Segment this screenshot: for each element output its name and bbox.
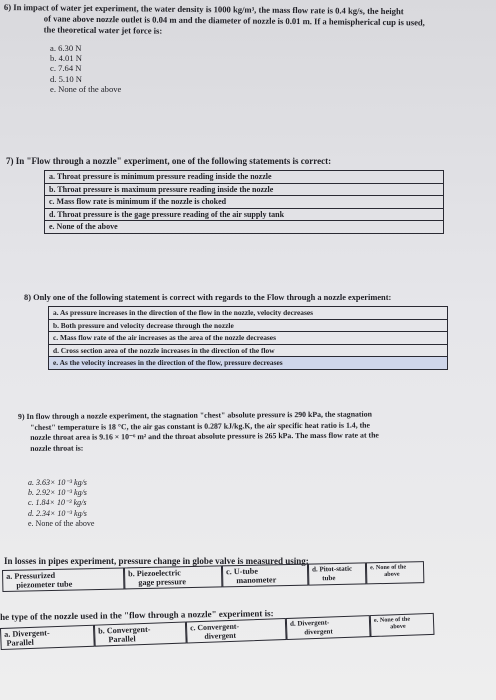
question-8-text: 8) Only one of the following statement is correct with regards to the Flow through a nozzle experiment: (24, 293, 392, 302)
option-b[interactable]: b. Both pressure and velocity decrease through the nozzle (49, 319, 448, 332)
question-9-text (18, 409, 496, 455)
option-d[interactable] (286, 615, 371, 640)
question-11 (0, 608, 496, 648)
question-10 (0, 556, 496, 590)
question-6-line-2: of vane above nozzle outlet is 0.04 m and the diameter of nozzle is 0.01 m. If a hemispherical cup is used, (43, 13, 425, 28)
option-b-line-2: gage pressure (138, 577, 187, 588)
option-d[interactable]: d. 5.10 N (50, 73, 82, 84)
question-9-line-1: 9) In flow through a nozzle experiment, the stagnation "chest" absolute pressure is 290 kPa, the stagnation (18, 409, 372, 421)
question-6-line-1: In impact of water jet experiment, the water density is 1000 kg/m³, the mass flow rate is 0.4 kg/s, the height (13, 2, 404, 17)
option-c[interactable]: c. Mass flow rate of the air increases as the area of the nozzle decreases (49, 332, 448, 345)
option-c[interactable]: c. 7.64 N (50, 63, 82, 74)
option-e-line-2: above (384, 570, 400, 578)
option-b-line-2: Parallel (108, 634, 136, 645)
option-c[interactable]: c. Mass flow rate is minimum if the nozzle is choked (45, 196, 444, 209)
option-b[interactable]: b. 4.01 N (50, 53, 82, 64)
option-c[interactable] (186, 618, 287, 644)
option-c[interactable]: c. 1.84× 10⁻³ kg/s (28, 498, 87, 508)
option-c-line-2: manometer (236, 575, 277, 586)
option-a[interactable]: a. 6.30 N (50, 43, 82, 53)
question-8-options (48, 306, 448, 370)
question-9-line-3: nozzle throat area is 9.16 × 10⁻⁶ m² and the throat absolute pressure is 265 kPa. The mass flow rate at the (30, 430, 379, 443)
option-a[interactable]: a. Throat pressure is minimum pressure reading inside the nozzle (45, 171, 444, 184)
option-b[interactable]: b. 2.92× 10⁻³ kg/s (28, 488, 87, 498)
option-d-line-1: d. Divergent- (289, 618, 330, 628)
option-d[interactable]: d. Throat pressure is the gage pressure reading of the air supply tank (45, 208, 444, 221)
option-d[interactable]: d. Cross section area of the nozzle increases in the direction of the flow (49, 344, 448, 357)
option-a[interactable]: a. 3.63× 10⁻³ kg/s (28, 478, 87, 487)
option-b[interactable] (94, 622, 187, 648)
question-9-line-4: nozzle throat is: (30, 443, 84, 453)
option-e[interactable] (370, 613, 435, 638)
option-a[interactable] (0, 625, 95, 651)
option-e[interactable]: e. None of the above (50, 83, 122, 94)
question-7-text: 7) In "Flow through a nozzle" experiment, one of the following statements is correct: (6, 156, 332, 166)
option-c-line-1: c. U-tube (225, 566, 259, 577)
option-b-line-1: b. Piezoelectric (128, 568, 181, 579)
option-b[interactable]: b. Throat pressure is maximum pressure reading inside the nozzle (45, 183, 444, 196)
question-8 (0, 292, 496, 367)
option-c-line-2: divergent (204, 630, 237, 642)
option-d-line-2: divergent (304, 627, 333, 637)
question-7-options (44, 170, 444, 234)
option-a-line-1: a. Pressurized (6, 570, 56, 581)
question-6-text (4, 2, 494, 40)
option-a[interactable]: a. As pressure increases in the direction of the flow in the nozzle, velocity decreases (49, 307, 448, 320)
question-10-text: In losses in pipes experiment, pressure change in globe valve is measured using: (4, 556, 309, 566)
option-d[interactable]: d. 2.34× 10⁻³ kg/s (28, 508, 87, 518)
option-a-line-2: piezometer tube (16, 579, 73, 590)
option-a-line-1: a. Divergent- (4, 628, 50, 639)
question-9-options (28, 478, 94, 529)
question-7 (0, 156, 496, 231)
question-6 (0, 2, 496, 94)
question-11-text: he type of the nozzle used in the "flow through a nozzle" experiment is: (0, 608, 274, 622)
option-d[interactable] (308, 562, 366, 586)
option-c-line-1: c. Convergent- (189, 621, 240, 633)
option-e[interactable] (366, 561, 424, 585)
option-e-line-1: e. None of the (373, 615, 411, 624)
option-a[interactable] (2, 567, 124, 592)
option-e[interactable]: e. None of the above (28, 518, 95, 528)
question-6-options (50, 43, 121, 94)
question-9-line-2: "chest" temperature is 18 °C, the air gas constant is 0.287 kJ/kg.K, the air specific heat ratio is 1.4, the (30, 420, 371, 432)
option-d-line-2: tube (322, 574, 336, 583)
option-b-line-1: b. Convergent- (98, 624, 151, 636)
option-d-line-1: d. Pitot-static (311, 564, 353, 574)
option-e[interactable]: e. None of the above (45, 221, 444, 234)
option-e[interactable]: e. As the velocity increases in the direction of the flow, pressure decreases (49, 357, 448, 370)
option-c[interactable] (222, 564, 308, 588)
question-6-line-3: the theoretical water jet force is: (43, 24, 163, 36)
option-e-line-1: e. None of the (369, 563, 407, 572)
option-b[interactable] (124, 565, 222, 589)
option-e-line-2: above (390, 622, 406, 631)
question-6-number: 6) (3, 2, 12, 13)
question-9 (0, 409, 496, 528)
option-a-line-2: Parallel (6, 638, 34, 648)
